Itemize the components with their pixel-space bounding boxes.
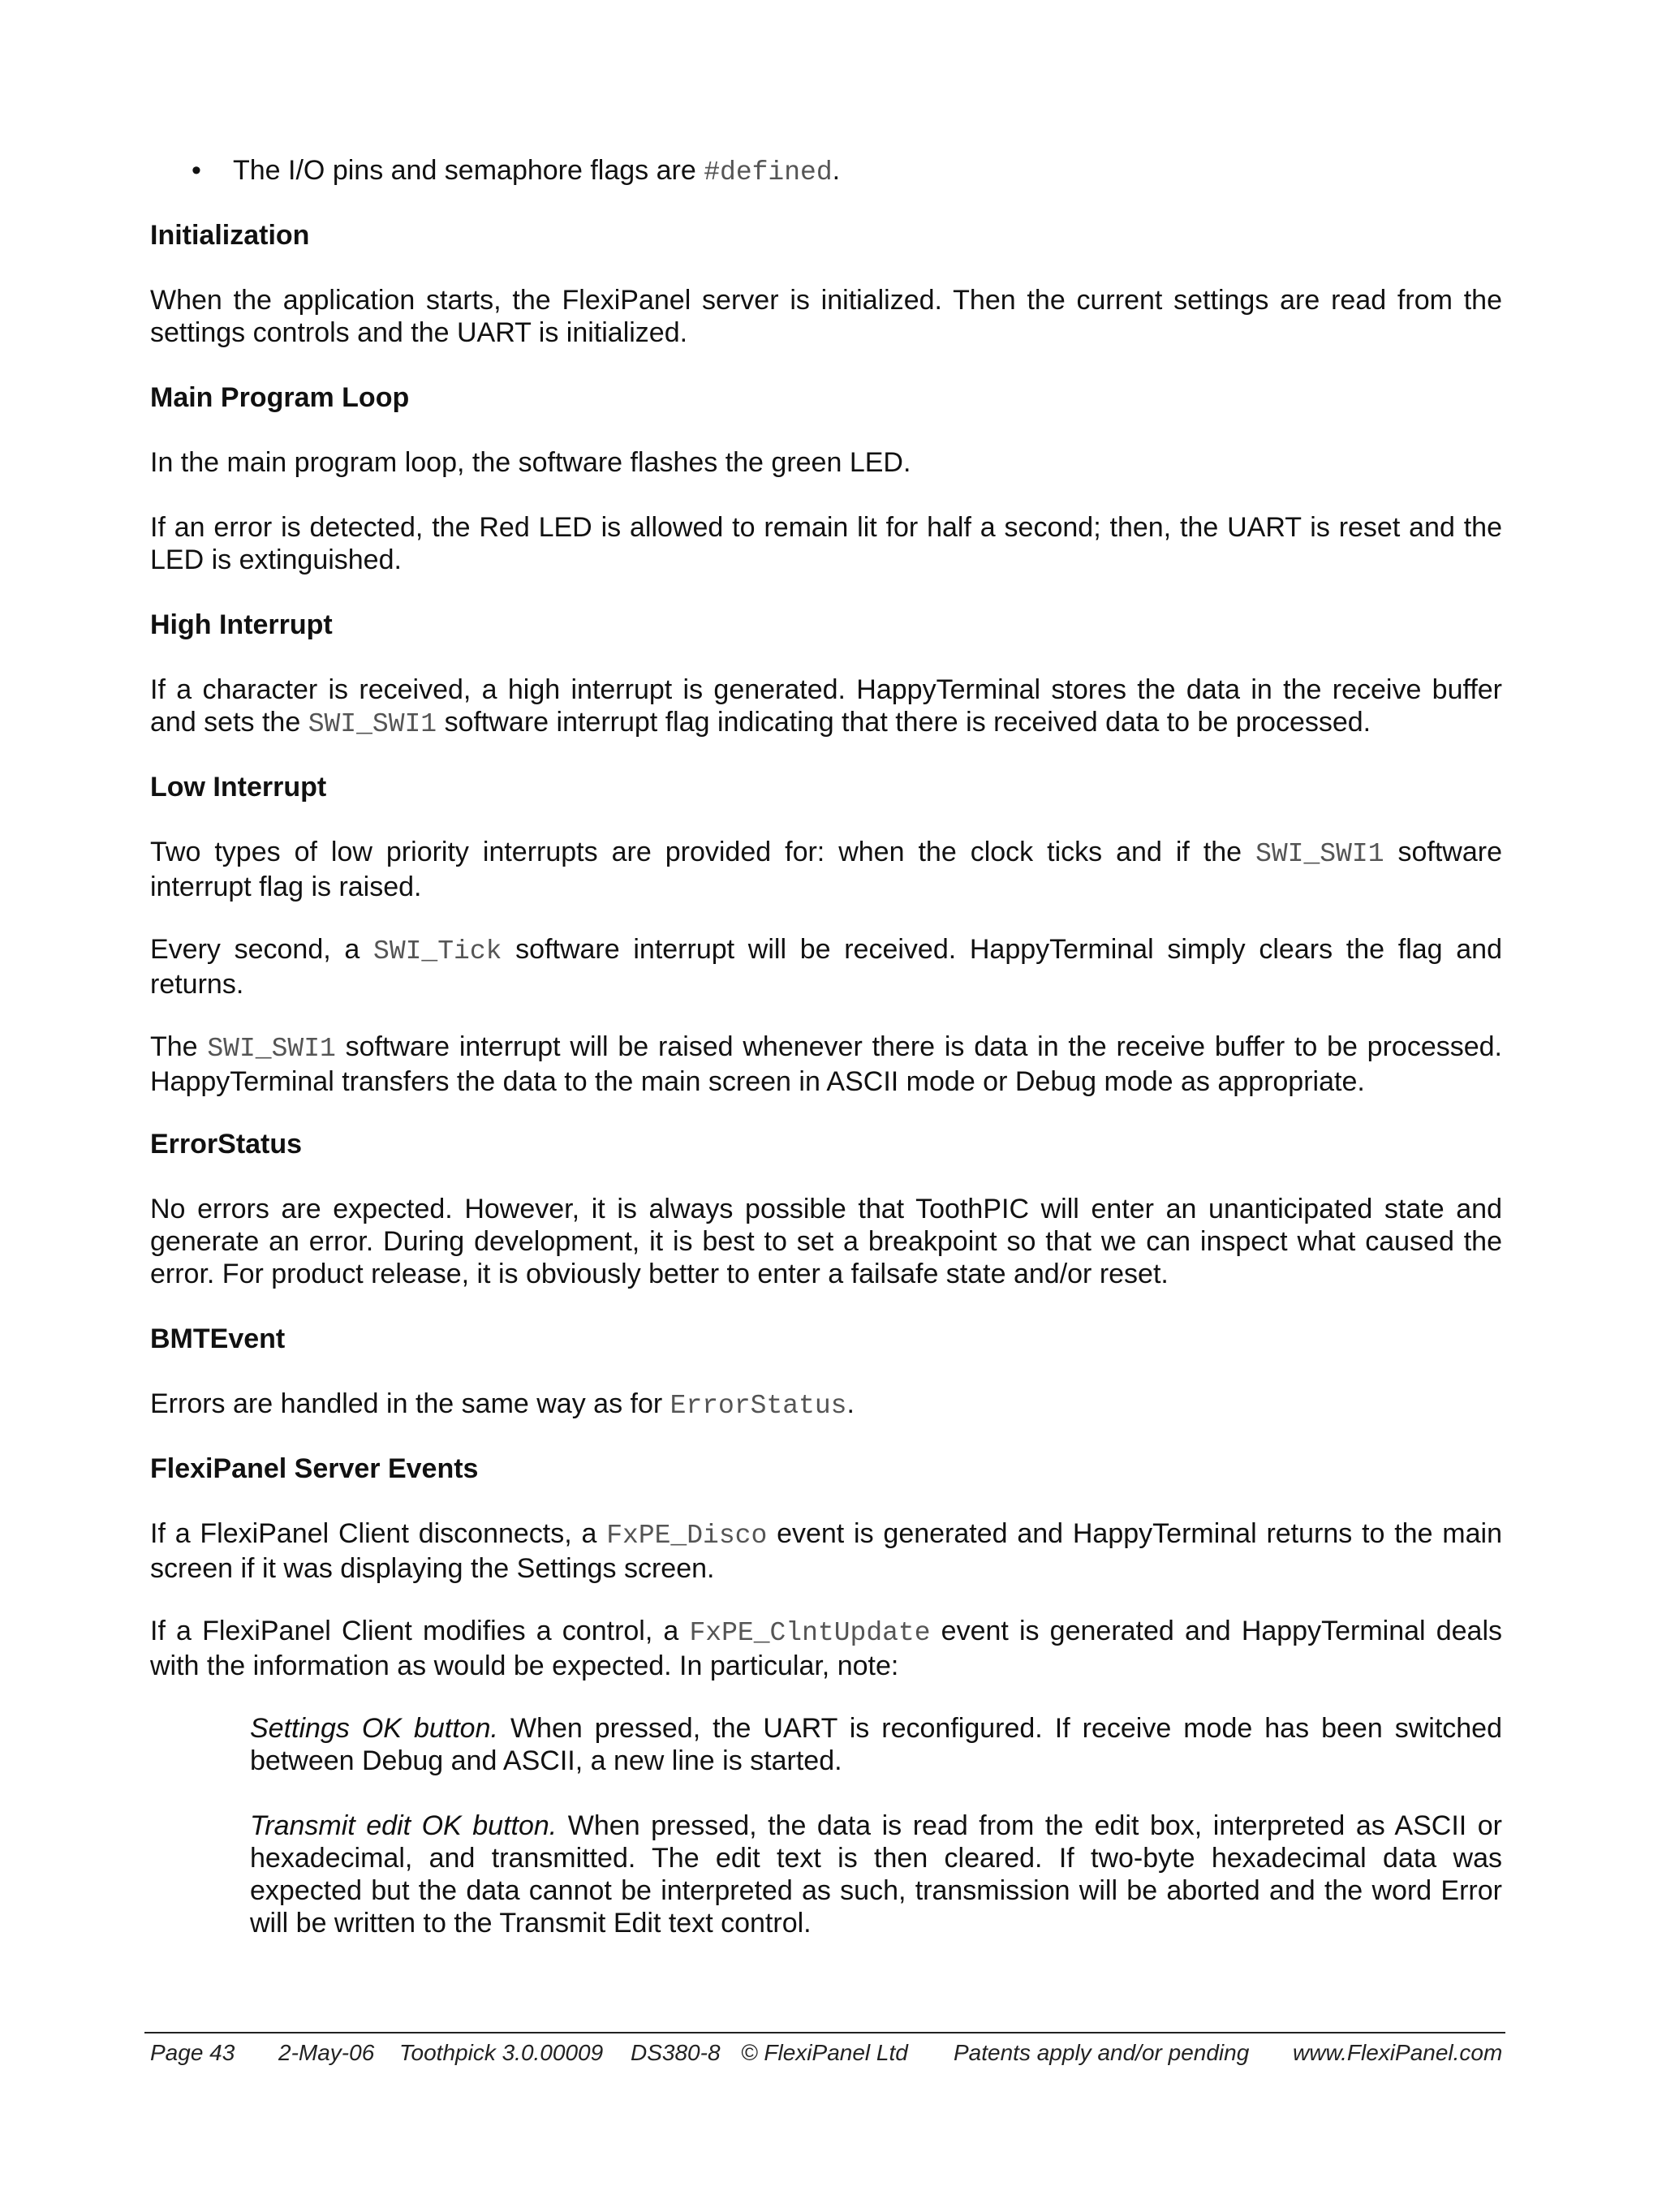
footer-doc-id: DS380-8 [631,2040,721,2065]
footer-website: www.FlexiPanel.com [1293,2040,1503,2065]
paragraph-low-interrupt-3: The SWI_SWI1 software interrupt will be raised whenever there is data in the receive buffer to be processed. HappyTerminal transfers the data to the main screen in ASCII mode or Debug mode as appropriate. [150,1031,1502,1097]
heading-bmt-event: BMTEvent [150,1323,286,1354]
bullet-dot: • [192,155,201,186]
code-swi-swi1: SWI_SWI1 [308,709,437,739]
code-swi-tick: SWI_Tick [373,936,502,966]
paragraph-high-interrupt: If a character is received, a high interrupt is generated. HappyTerminal stores the data in the receive buffer and sets the SWI_SWI1 software interrupt flag indicating that there is received data to be processed. [150,674,1502,739]
heading-low-interrupt: Low Interrupt [150,772,327,803]
paragraph-low-interrupt-2: Every second, a SWI_Tick software interrupt will be received. HappyTerminal simply clears the flag and returns. [150,934,1502,1000]
code-error-status: ErrorStatus [670,1391,847,1421]
footer-patents: Patents apply and/or pending [954,2040,1250,2065]
paragraph-server-events-1: If a FlexiPanel Client disconnects, a FxPE_Disco event is generated and HappyTerminal returns to the main screen if it was displaying the Settings screen. [150,1518,1502,1584]
code-swi-swi1: SWI_SWI1 [207,1034,336,1064]
code-fxpe-clntupdate: FxPE_ClntUpdate [689,1618,931,1648]
note-title: Transmit edit OK button. [250,1810,558,1841]
paragraph-initialization: When the application starts, the FlexiPanel server is initialized. Then the current settings are read from the settings controls and the UART is initialized. [150,285,1502,348]
code-fxpe-disco: FxPE_Disco [606,1521,768,1551]
footer-product: Toothpick 3.0.00009 [399,2040,604,2065]
bullet-item [150,154,1502,187]
footer-rule [144,2032,1505,2033]
paragraph-server-events-2: If a FlexiPanel Client modifies a control, a FxPE_ClntUpdate event is generated and HappyTerminal deals with the information as would be expected. In particular, note: [150,1616,1502,1681]
paragraph-main-loop-2: If an error is detected, the Red LED is allowed to remain lit for half a second; then, the UART is reset and the LED is extinguished. [150,512,1502,575]
note-transmit-edit-ok-button: Transmit edit OK button. When pressed, the data is read from the edit box, interpreted as ASCII or hexadecimal, and transmitted. The edit text is then cleared. If two-byte hexadecimal data was expected but the data cannot be interpreted as such, transmission will be aborted and the word Error will be written to the Transmit Edit text control. [250,1810,1502,1939]
footer-date: 2-May-06 [278,2040,375,2065]
heading-error-status: ErrorStatus [150,1129,303,1160]
paragraph-low-interrupt-1: Two types of low priority interrupts are provided for: when the clock ticks and if the SWI_SWI1 software interrupt flag is raised. [150,837,1502,902]
paragraph-bmt-event: Errors are handled in the same way as for ErrorStatus. [150,1388,855,1421]
note-title: Settings OK button. [250,1713,498,1744]
note-settings-ok-button: Settings OK button. When pressed, the UART is reconfigured. If receive mode has been switched between Debug and ASCII, a new line is started. [250,1713,1503,1776]
heading-server-events: FlexiPanel Server Events [150,1453,479,1484]
code-defined: #defined [704,157,833,187]
heading-main-program-loop: Main Program Loop [150,382,410,413]
footer-page-number: Page 43 [150,2040,235,2065]
footer-copyright: © FlexiPanel Ltd [741,2040,908,2065]
paragraph-main-loop-1: In the main program loop, the software flashes the green LED. [150,447,911,478]
heading-initialization: Initialization [150,220,310,251]
paragraph-error-status: No errors are expected. However, it is always possible that ToothPIC will enter an unanticipated state and generate an error. During development, it is best to set a breakpoint so that we can inspect what caused the error. For product release, it is obviously better to enter a failsafe state and/or reset. [150,1194,1502,1289]
bullet-text: The I/O pins and semaphore flags are #defined. [233,155,841,187]
code-swi-swi1: SWI_SWI1 [1255,839,1384,869]
heading-high-interrupt: High Interrupt [150,609,333,640]
page-footer [150,2038,1502,2071]
